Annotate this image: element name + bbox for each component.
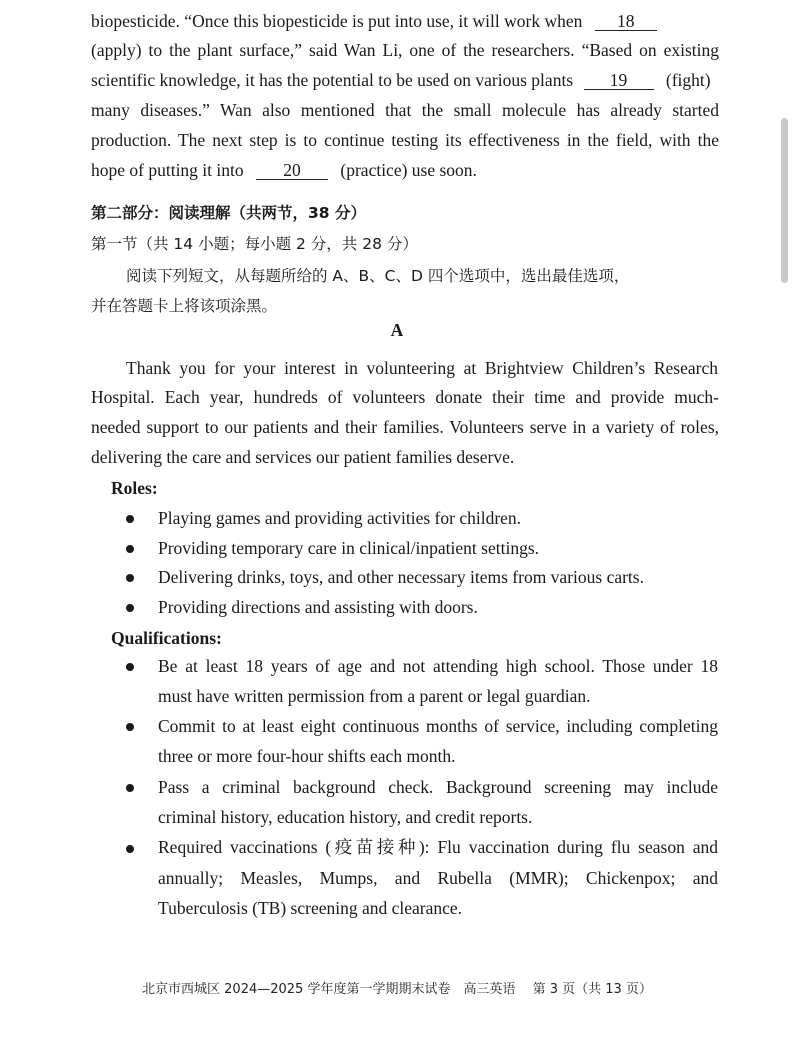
qual-3-line-2: criminal history, education history, and credit reports. [158,807,533,827]
cloze-line-6-text: hope of putting it into [91,160,244,180]
passage-label: A [390,320,404,340]
qual-3-line-1: Pass a criminal background check. Background screening may include [158,777,718,797]
qual-2-line-1: Commit to at least eight continuous months of service, including completing [158,716,718,736]
qual-4-line-1: Required vaccinations (疫苗接种): Flu vaccination during flu season and [158,837,718,857]
cloze-line-6 [91,159,719,181]
qual-4-line-2: annually; Measles, Mumps, and Rubella (MMR); Chickenpox; and [158,868,718,888]
intro-line-1: Thank you for your interest in volunteering at Brightview Children’s Research [126,358,718,378]
bullet-icon [126,723,134,731]
qual-1-line-2: must have written permission from a parent or legal guardian. [158,686,591,706]
cloze-line-3-text: scientific knowledge, it has the potential to be used on various plants [91,70,574,90]
instruction-line-1: 阅读下列短文，从每题所给的 A、B、C、D 四个选项中，选出最佳选项， [126,267,630,285]
bullet-icon [126,604,134,612]
bullet-icon [126,545,134,553]
instruction-line-2: 并在答题卡上将该项涂黑。 [91,297,278,315]
role-item-4: Providing directions and assisting with doors. [158,597,478,617]
cloze-line-5: production. The next step is to continue testing its effectiveness in the field, with the [91,130,719,150]
bullet-icon [126,784,134,792]
intro-line-3: needed support to our patients and their families. Volunteers serve in a variety of roles, [91,417,719,437]
part-title: 第二部分：阅读理解（共两节，38 分） [91,204,366,222]
cloze-line-2: (apply) to the plant surface,” said Wan Li, one of the researchers. “Based on existing [91,40,719,60]
blank-19: 19 [584,71,654,90]
qual-1-line-1: Be at least 18 years of age and not attending high school. Those under 18 [158,656,718,676]
subsection-title: 第一节（共 14 小题；每小题 2 分，共 28 分） [91,235,418,253]
role-item-2: Providing temporary care in clinical/inpatient settings. [158,538,540,558]
qual-2-line-2: three or more four-hour shifts each month. [158,746,456,766]
blank-20: 20 [256,161,328,180]
role-item-3: Delivering drinks, toys, and other necessary items from various carts. [158,567,644,587]
cloze-line-3 [91,69,719,91]
intro-line-2: Hospital. Each year, hundreds of volunteers donate their time and provide much- [91,387,719,407]
cloze-line-4: many diseases.” Wan also mentioned that the small molecule has already started [91,100,719,120]
role-item-1: Playing games and providing activities for children. [158,508,522,528]
bullet-icon [126,845,134,853]
bullet-icon [126,515,134,523]
bullet-icon [126,574,134,582]
bullet-icon [126,663,134,671]
page-footer: 北京市西城区 2024—2025 学年度第一学期期末试卷 高三英语 第 3 页（共 13 页） [142,982,652,997]
qualifications-heading: Qualifications: [111,628,222,648]
cloze-line-1 [91,10,719,32]
cloze-line-3-hint: (fight) [665,70,711,90]
roles-heading: Roles: [111,478,158,498]
cloze-line-1-text: biopesticide. “Once this biopesticide is put into use, it will work when [91,11,583,31]
qual-4-line-3: Tuberculosis (TB) screening and clearance. [158,898,463,918]
scrollbar-thumb[interactable] [781,118,788,283]
intro-line-4: delivering the care and services our patient families deserve. [91,447,515,467]
blank-18: 18 [595,12,657,31]
cloze-line-6-hint: (practice) use soon. [340,160,477,180]
